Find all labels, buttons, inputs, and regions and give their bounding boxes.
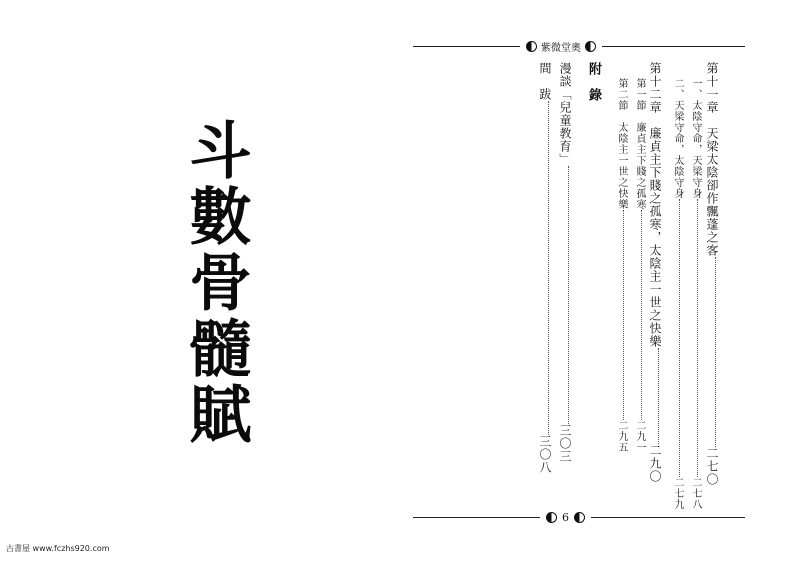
yin-yang-icon xyxy=(546,512,557,523)
appendix-heading xyxy=(586,62,600,101)
toc-entry xyxy=(705,62,722,486)
toc-entry-page: 二九〇 xyxy=(648,444,662,483)
page-footer xyxy=(540,509,591,525)
yin-yang-icon xyxy=(585,41,596,52)
toc-entry xyxy=(558,62,575,463)
toc-entry-page: 三〇八 xyxy=(538,435,552,474)
toc-entry-title: 第十一章 天梁太陰卻作飄蓬之客 xyxy=(705,62,719,257)
toc-entry xyxy=(614,78,630,453)
dot-leader xyxy=(568,166,569,424)
dot-leader xyxy=(548,101,549,435)
dot-leader xyxy=(658,348,659,444)
toc-entry xyxy=(648,62,665,483)
toc-entry-page: 二九五 xyxy=(616,420,627,453)
toc-entry-page: 二七九 xyxy=(672,477,683,510)
toc-entry-title: 第二節 太陰主一世之快樂 xyxy=(616,78,627,210)
yin-yang-icon xyxy=(574,512,585,523)
toc-entry-page: 三〇三 xyxy=(558,424,572,463)
toc-entry-title: 間 跋 xyxy=(538,62,552,101)
source-credit: 古書屋 www.fczhs920.com xyxy=(6,544,110,553)
toc-entry-page: 二七八 xyxy=(690,477,701,510)
dot-leader xyxy=(715,257,716,447)
page-number: 6 xyxy=(562,510,569,524)
toc-entry xyxy=(538,62,555,474)
dot-leader xyxy=(697,199,698,477)
toc-entry-title: 附 錄 xyxy=(586,62,601,101)
dot-leader xyxy=(641,210,642,420)
toc-entry-title: 第十二章 廉貞主下賤之孤寒，太陰主一世之快樂 xyxy=(648,62,662,348)
yin-yang-icon xyxy=(526,41,537,52)
toc-entry-title: 二、天梁守命，太陰守身 xyxy=(672,78,683,199)
toc-entry xyxy=(670,78,686,510)
book-title: 斗數骨髓賦 xyxy=(179,118,252,448)
toc-entry-page: 二九一 xyxy=(634,420,645,453)
toc-entry-title: 一、太陰守命，天梁守身 xyxy=(690,78,701,199)
header-title: 紫微堂奧 xyxy=(541,42,581,54)
dot-leader xyxy=(623,210,624,420)
dot-leader xyxy=(679,199,680,477)
toc-entry-title: 第一節 廉貞主下賤之孤寒 xyxy=(634,78,645,210)
toc-entry-page: 二七〇 xyxy=(705,447,719,486)
running-header xyxy=(520,38,602,54)
toc-entry-title: 漫談「兒童教育」 xyxy=(558,62,572,166)
toc-entry xyxy=(632,78,648,453)
toc-entry xyxy=(688,78,704,510)
